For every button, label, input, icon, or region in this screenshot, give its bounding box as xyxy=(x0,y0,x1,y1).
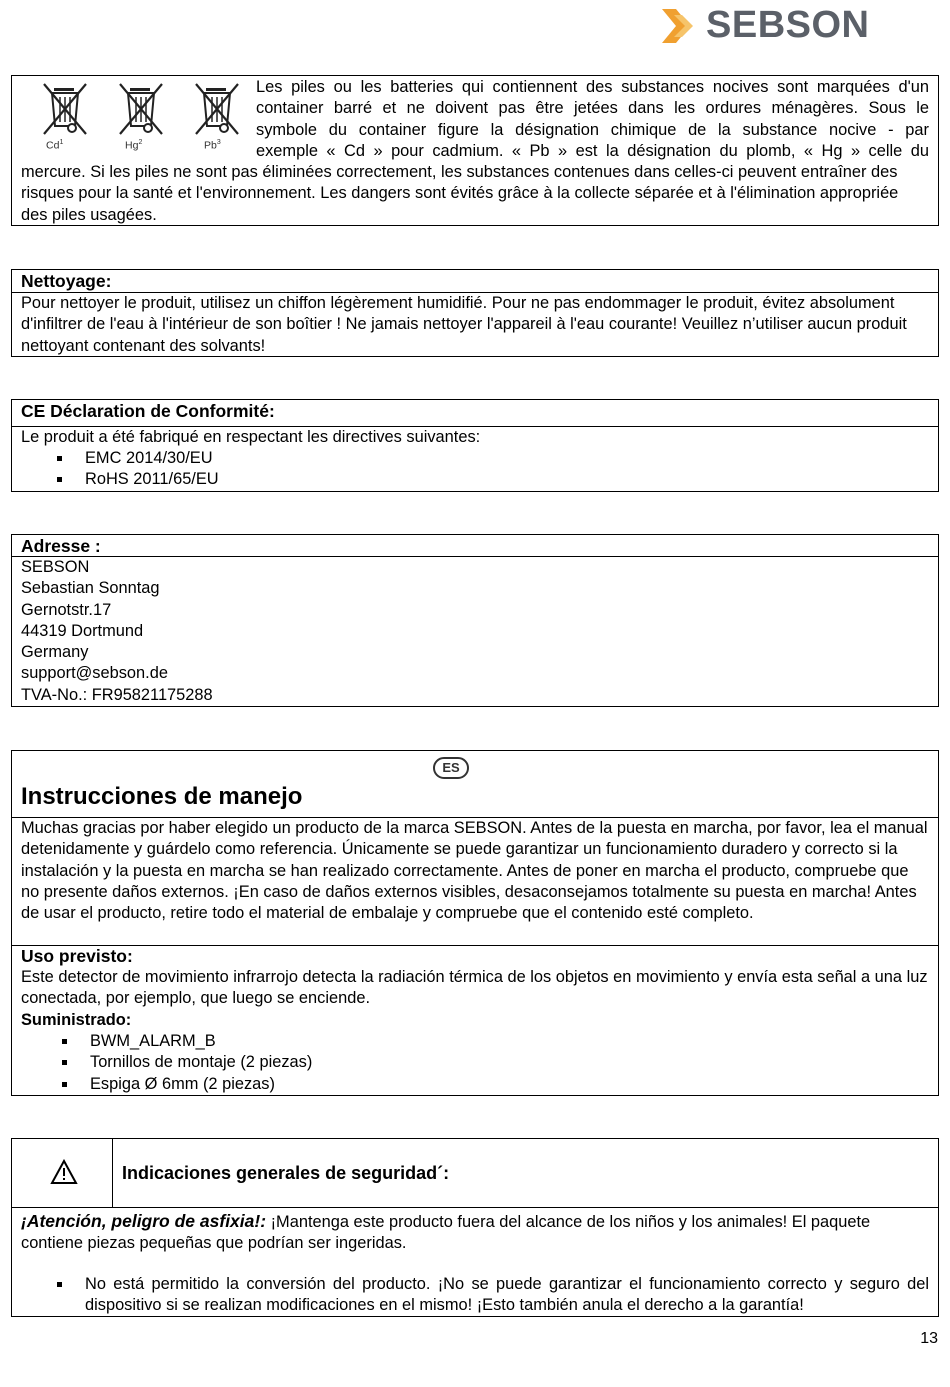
safety-title: Indicaciones generales de seguridad´: xyxy=(122,1163,450,1183)
warning-label: ¡Atención, peligro de asfixia!: xyxy=(21,1211,267,1231)
list-item: Espiga Ø 6mm (2 piezas) xyxy=(26,1074,929,1095)
es-instructions-section xyxy=(11,750,939,1096)
list-item: No está permitido la conversión del producto. ¡No se puede garantizar el funcionamiento correcto y seguro del dispositivo si se realizan modificaciones en el mismo! ¡Esto también anula el derecho a la garantía! xyxy=(21,1274,929,1317)
list-item: EMC 2014/30/EU xyxy=(21,448,929,469)
ce-title: CE Déclaration de Conformité: xyxy=(21,401,275,421)
text-line: container barré et ne doivent pas être jetées dans les ordures ménagères. Sous le xyxy=(256,99,929,118)
text-line: exemple « Cd » pour cadmium. « Pb » est la désignation du plomb, « Hg » celle du xyxy=(256,141,929,160)
list-item: Tornillos de montaje (2 piezas) xyxy=(26,1052,929,1073)
list-item: BWM_ALARM_B xyxy=(26,1031,929,1052)
address-lines xyxy=(21,557,929,706)
text-line: symbole du container figure la désignation chimique de la substance nocive - par xyxy=(256,120,929,139)
battery-text-top xyxy=(256,77,929,162)
brand-name: SEBSON xyxy=(706,4,870,46)
address-title: Adresse : xyxy=(21,536,101,556)
safety-list xyxy=(21,1274,929,1317)
battery-disposal-section xyxy=(11,75,939,226)
brand-chevron-icon xyxy=(660,7,702,45)
cleaning-text: Pour nettoyer le produit, utilisez un chiffon légèrement humidifié. Pour ne pas endommager le produit, évitez absolument d'infiltrer de l'eau à l'intérieur de son boîtier ! Ne jamais nettoyer l'appareil à l'eau courante! Veuillez n’utiliser aucun produit nettoyant contenant des solvants! xyxy=(21,294,907,355)
warning-text: ¡Mantenga este producto fuera del alcance de los niños y los animales! El paquete contiene piezas pequeñas que podrían ser ingeridas. xyxy=(21,1213,871,1253)
address-section xyxy=(11,534,939,707)
safety-warning xyxy=(21,1211,929,1255)
language-badge-es: ES xyxy=(433,757,469,779)
address-country: Germany xyxy=(21,643,89,662)
bin-label-cd: Cd$^1$ xyxy=(46,139,64,152)
es-use-title: Uso previsto: xyxy=(21,946,133,966)
battery-text-bottom: mercure. Si les piles ne sont pas éliminées correctement, les substances contenues dans celles-ci peuvent entraîner des risques pour la santé et l'environnement. Les dangers sont évités grâce à la collecte séparée et à l'élimination appropriée des piles usagées. xyxy=(21,163,899,224)
ce-intro: Le produit a été fabriqué en respectant les directives suivantes: xyxy=(21,428,481,446)
sebson-logo xyxy=(660,5,880,45)
safety-section xyxy=(11,1138,939,1317)
address-city: 44319 Dortmund xyxy=(21,621,144,640)
bin-label-pb: Pb$^3$ xyxy=(204,139,221,152)
address-street: Gernotstr.17 xyxy=(21,600,112,619)
address-company: SEBSON xyxy=(21,558,90,576)
cleaning-title: Nettoyage: xyxy=(21,271,112,291)
cleaning-section xyxy=(11,269,939,357)
page-number: 13 xyxy=(920,1330,938,1347)
address-vat: TVA-No.: FR95821175288 xyxy=(21,685,213,704)
es-title: Instrucciones de manejo xyxy=(21,783,303,810)
warning-icon xyxy=(50,1159,78,1185)
es-intro: Muchas gracias por haber elegido un producto de la marca SEBSON. Antes de la puesta en marcha, por favor, lea el manual detenidamente y guárdelo como referencia. Únicamente se puede garantizar un funcionamiento duradero y correcto si la instalación y la puesta en marcha se han realizado correctamente. Antes de poner en marcha el producto, compruebe que no presente daños externos. ¡En caso de daños externos visibles, desaconsejamos totalmente su puesta en marcha! Antes de usar el producto, retire todo el material de embalaje y compruebe que el contenido esté completo. xyxy=(21,819,928,923)
text-line: Les piles ou les batteries qui contiennent des substances nocives sont marquées d'un xyxy=(256,78,929,96)
es-supplied-list xyxy=(26,1031,929,1095)
bin-label-hg: Hg$^2$ xyxy=(125,139,143,152)
ce-directive-list xyxy=(21,448,929,491)
ce-section xyxy=(11,399,939,492)
address-person: Sebastian Sonntag xyxy=(21,579,160,598)
list-item: RoHS 2011/65/EU xyxy=(21,469,929,490)
address-email[interactable]: support@sebson.de xyxy=(21,664,168,683)
es-use-text: Este detector de movimiento infrarrojo detecta la radiación térmica de los objetos en movimiento y envía esta señal a una luz conectada, por ejemplo, que luego se enciende. xyxy=(21,968,928,1008)
es-supplied-title: Suministrado: xyxy=(21,1011,132,1029)
